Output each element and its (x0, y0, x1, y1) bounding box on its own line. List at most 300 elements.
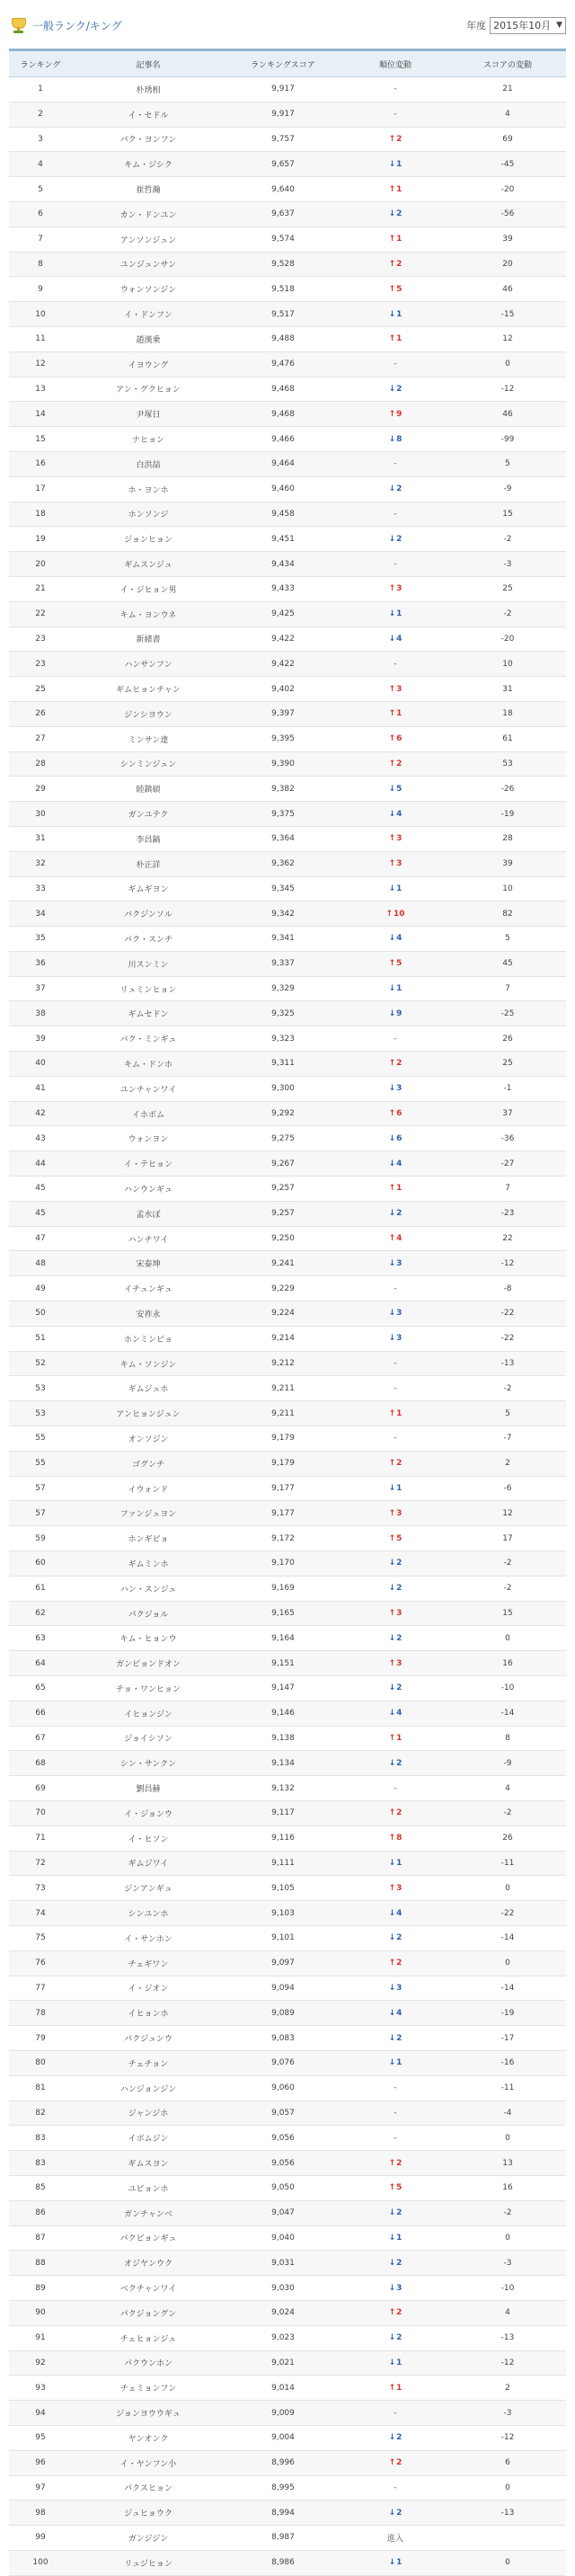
score-change: -13 (449, 2325, 566, 2350)
rank-change (341, 1776, 449, 1801)
arrow-up-icon: ↑ (388, 1883, 396, 1893)
arrow-up-icon: ↑ (388, 1508, 396, 1518)
player-name[interactable]: ウォンヨン (72, 1126, 225, 1151)
ranking-score: 9,451 (225, 527, 341, 552)
player-name[interactable]: ユビョンホ (72, 2175, 225, 2200)
table-row (9, 1651, 566, 1676)
arrow-down-icon: ↓ (388, 1633, 396, 1643)
score-change: -10 (449, 1676, 566, 1701)
rank-change-value: 2 (396, 2158, 402, 2168)
table-row (9, 1076, 566, 1101)
rank-change-value: 2 (396, 1683, 402, 1693)
player-name[interactable]: ハン・スンジュ (72, 1576, 225, 1601)
player-name[interactable]: ユンチャンワイ (72, 1076, 225, 1101)
arrow-down-icon: ↓ (388, 609, 396, 619)
player-name[interactable]: イ・セドル (72, 102, 225, 127)
player-name[interactable]: チェミョンフン (72, 2376, 225, 2401)
arrow-up-icon: ↑ (388, 1408, 396, 1418)
rank-change (341, 1526, 449, 1551)
arrow-up-icon: ↑ (388, 2308, 396, 2318)
player-name[interactable]: シン・サンクン (72, 1751, 225, 1776)
rank-change-value: 3 (396, 1983, 402, 1993)
player-name[interactable]: 川スンミン (72, 951, 225, 976)
rank-change (341, 1551, 449, 1577)
rank-cell: 22 (9, 601, 72, 626)
rank-change-value: 2 (396, 209, 402, 219)
player-name[interactable]: イ・ヒソン (72, 1825, 225, 1851)
rank-change (341, 552, 449, 577)
player-name[interactable]: 李昌鎬 (72, 826, 225, 851)
rank-change-value: 3 (396, 684, 402, 694)
table-row (9, 2050, 566, 2075)
rank-change (341, 1626, 449, 1651)
rank-cell: 93 (9, 2376, 72, 2401)
page-title[interactable]: 一般ランク/キング (32, 19, 122, 32)
player-name[interactable]: パクスヒョン (72, 2475, 225, 2500)
arrow-down-icon: ↓ (388, 209, 396, 219)
rank-change-indicator (389, 2384, 402, 2393)
score-change: 12 (449, 326, 566, 351)
rank-change-indicator (389, 1059, 402, 1068)
player-name[interactable]: ギムヒョンチャン (72, 677, 225, 702)
rank-change-value: 1 (396, 2358, 402, 2367)
player-name[interactable]: オンソジン (72, 1426, 225, 1452)
brand (9, 16, 121, 34)
player-name[interactable]: キム・ドンホ (72, 1052, 225, 1077)
rank-change-value: 2 (396, 1633, 402, 1643)
player-name[interactable]: ナヒョン (72, 427, 225, 452)
ranking-score: 9,267 (225, 1151, 341, 1177)
rank-cell: 6 (9, 201, 72, 227)
player-name[interactable]: イ・サンホン (72, 1925, 225, 1950)
arrow-down-icon: ↓ (388, 2208, 396, 2218)
table-row (9, 2526, 566, 2551)
ranking-score: 9,757 (225, 127, 341, 152)
table-row (9, 2200, 566, 2225)
rank-change (341, 2526, 449, 2551)
rank-cell: 25 (9, 677, 72, 702)
score-change: 5 (449, 451, 566, 476)
rank-cell: 13 (9, 377, 72, 402)
rank-cell: 68 (9, 1751, 72, 1776)
score-change: 21 (449, 77, 566, 102)
player-name[interactable]: パクジョングン (72, 2300, 225, 2325)
rank-change (341, 1326, 449, 1351)
player-name[interactable]: ホンミンピョ (72, 1326, 225, 1351)
rank-change-value: 10 (394, 909, 405, 919)
rank-change (341, 902, 449, 927)
rank-cell: 89 (9, 2276, 72, 2301)
table-row (9, 2550, 566, 2575)
player-name[interactable]: チェヒョンジュ (72, 2325, 225, 2350)
score-change: -2 (449, 1376, 566, 1401)
arrow-down-icon: ↓ (388, 2008, 396, 2018)
ranking-score: 9,101 (225, 1925, 341, 1950)
arrow-down-icon: ↓ (388, 634, 396, 644)
player-name[interactable]: カン・ドンユン (72, 201, 225, 227)
player-name[interactable]: ギムジワイ (72, 1851, 225, 1876)
player-name[interactable]: オジヤンウク (72, 2251, 225, 2276)
player-name[interactable]: アン・グクヒョン (72, 377, 225, 402)
rank-cell: 27 (9, 726, 72, 751)
score-change: 39 (449, 227, 566, 252)
ranking-score: 9,433 (225, 576, 341, 601)
player-name[interactable]: ジンシヨウン (72, 701, 225, 726)
rank-change (341, 626, 449, 652)
rank-change-value: 2 (396, 534, 402, 544)
player-name[interactable]: イ・ジョンウ (72, 1800, 225, 1825)
rank-change-indicator (389, 1634, 402, 1643)
ranking-score: 9,004 (225, 2425, 341, 2450)
score-change: 25 (449, 1052, 566, 1077)
table-row (9, 1326, 566, 1351)
rank-cell: 85 (9, 2175, 72, 2200)
player-name[interactable]: パク・ミンギュ (72, 1026, 225, 1052)
player-name[interactable]: イヒョンジン (72, 1701, 225, 1726)
player-name[interactable]: キム・ヨンウネ (72, 601, 225, 626)
rank-change-indicator (389, 1808, 402, 1817)
table-row (9, 1776, 566, 1801)
player-name[interactable]: ジョイシソン (72, 1726, 225, 1751)
arrow-down-icon: ↓ (388, 1933, 396, 1943)
table-row (9, 751, 566, 777)
ranking-score: 9,083 (225, 2026, 341, 2051)
player-name[interactable]: ハンジョンジン (72, 2075, 225, 2101)
rank-cell: 7 (9, 227, 72, 252)
rank-change (341, 802, 449, 827)
player-name[interactable]: ギムセドン (72, 1001, 225, 1026)
rank-change-indicator (389, 1459, 402, 1468)
player-name[interactable]: ホ・ヨンホ (72, 476, 225, 502)
player-name[interactable]: ジュヒョウク (72, 2500, 225, 2526)
arrow-down-icon: ↓ (388, 1008, 396, 1018)
rank-change (341, 726, 449, 751)
arrow-down-icon: ↓ (388, 934, 396, 944)
score-change: 15 (449, 502, 566, 527)
player-name[interactable]: 新緒書 (72, 626, 225, 652)
player-name[interactable]: パクジンソル (72, 902, 225, 927)
score-change: -3 (449, 2251, 566, 2276)
rank-cell: 79 (9, 2026, 72, 2051)
player-name[interactable]: チョ・ワンヒョン (72, 1676, 225, 1701)
rank-change-value: - (394, 2108, 397, 2118)
player-name[interactable]: イヨウング (72, 351, 225, 377)
rank-cell: 41 (9, 1076, 72, 1101)
player-name[interactable]: 睦鎮碩 (72, 777, 225, 802)
player-name[interactable]: ファンジュヨン (72, 1501, 225, 1526)
rank-cell: 29 (9, 777, 72, 802)
rank-change (341, 1701, 449, 1726)
score-change: -4 (449, 2101, 566, 2126)
player-name[interactable]: ガンチャンベ (72, 2200, 225, 2225)
rank-change (341, 2101, 449, 2126)
ranking-score: 9,105 (225, 1876, 341, 1901)
rank-change-indicator (389, 1584, 402, 1593)
ranking-score: 9,164 (225, 1626, 341, 1651)
score-change: -99 (449, 427, 566, 452)
player-name[interactable]: ホンソンジ (72, 502, 225, 527)
table-row (9, 1401, 566, 1426)
rank-change-indicator (389, 1484, 402, 1493)
score-change: -56 (449, 201, 566, 227)
ranking-score: 9,179 (225, 1451, 341, 1476)
table-row (9, 576, 566, 601)
ranking-score: 9,458 (225, 502, 341, 527)
player-name[interactable]: リュミンヒョン (72, 976, 225, 1001)
score-change: -3 (449, 2401, 566, 2426)
rank-change-indicator (389, 1534, 402, 1543)
player-name[interactable]: ホンギピョ (72, 1526, 225, 1551)
rank-change-value: - (394, 1434, 397, 1443)
player-name[interactable]: ジンアンギュ (72, 1876, 225, 1901)
year-label: 年度 (466, 20, 487, 31)
rank-change-value: - (394, 2483, 397, 2492)
ranking-score: 9,422 (225, 626, 341, 652)
rank-change (341, 2500, 449, 2526)
rank-change-value: 1 (396, 709, 402, 719)
rank-change-value: - (394, 1284, 397, 1293)
ranking-score: 9,518 (225, 277, 341, 302)
player-name[interactable]: 孟水ぼ (72, 1201, 225, 1226)
rank-cell: 61 (9, 1576, 72, 1601)
rank-change (341, 1052, 449, 1077)
player-name[interactable]: ガンビョンドオン (72, 1651, 225, 1676)
arrow-up-icon: ↑ (388, 734, 396, 744)
rank-change (341, 77, 449, 102)
player-name[interactable]: チェチョン (72, 2050, 225, 2075)
player-name[interactable]: パク・スンチ (72, 927, 225, 952)
table-row (9, 876, 566, 902)
player-name[interactable]: 朴琇相 (72, 77, 225, 102)
player-name[interactable]: ジョンヒョン (72, 527, 225, 552)
player-name[interactable]: アンソンジュン (72, 227, 225, 252)
table-row (9, 1551, 566, 1577)
player-name[interactable]: ジャンジホ (72, 2101, 225, 2126)
rank-change (341, 302, 449, 327)
player-name[interactable]: イ・ジオン (72, 1976, 225, 2001)
player-name[interactable]: ギムミンホ (72, 1551, 225, 1577)
rank-cell: 26 (9, 701, 72, 726)
arrow-up-icon: ↑ (388, 1658, 396, 1668)
ranking-score: 9,464 (225, 451, 341, 476)
score-change: -12 (449, 2425, 566, 2450)
player-name[interactable]: 宋泰坤 (72, 1251, 225, 1276)
score-change: -20 (449, 177, 566, 202)
player-name[interactable]: ウォンソンジン (72, 277, 225, 302)
player-name[interactable]: ハンウンギュ (72, 1177, 225, 1202)
ranking-score: 9,341 (225, 927, 341, 952)
rank-change-value: 1 (396, 1858, 402, 1868)
arrow-down-icon: ↓ (388, 1559, 396, 1568)
player-name[interactable]: ジョンヨウウギュ (72, 2401, 225, 2426)
rank-cell: 45 (9, 1177, 72, 1202)
player-name[interactable]: シンユンホ (72, 1901, 225, 1926)
rank-cell: 20 (9, 552, 72, 577)
rank-change-indicator (389, 260, 402, 269)
rank-change-value: - (394, 509, 397, 519)
rank-change-value: 3 (396, 1334, 402, 1344)
score-change: -22 (449, 1326, 566, 1351)
score-change: 22 (449, 1226, 566, 1251)
player-name[interactable]: キム・ヒョンウ (72, 1626, 225, 1651)
rank-change (341, 1351, 449, 1376)
player-name[interactable]: ハンサンフン (72, 652, 225, 677)
score-change: -36 (449, 1126, 566, 1151)
player-name[interactable]: パクジョル (72, 1601, 225, 1626)
ranking-score: 9,057 (225, 2101, 341, 2126)
ranking-score: 9,047 (225, 2200, 341, 2225)
score-change: -11 (449, 1851, 566, 1876)
player-name[interactable]: チェギワン (72, 1950, 225, 1976)
player-name[interactable]: イヒョンホ (72, 2001, 225, 2026)
ranking-score: 9,014 (225, 2376, 341, 2401)
rank-cell: 77 (9, 1976, 72, 2001)
player-name[interactable]: 崔哲瀚 (72, 177, 225, 202)
score-change: -2 (449, 1800, 566, 1825)
player-name[interactable]: 尹塚日 (72, 402, 225, 427)
rank-change-indicator (389, 135, 402, 144)
player-name[interactable]: 白洪喆 (72, 451, 225, 476)
ranking-score: 9,375 (225, 802, 341, 827)
player-name[interactable]: 朴正詳 (72, 851, 225, 876)
arrow-down-icon: ↓ (388, 2058, 396, 2068)
score-change: 31 (449, 677, 566, 702)
rank-cell: 74 (9, 1901, 72, 1926)
rank-change (341, 2001, 449, 2026)
rank-change-value: 2 (396, 2433, 402, 2443)
player-name[interactable]: イ・ドンフン (72, 302, 225, 327)
rank-change-value: 1 (396, 309, 402, 319)
player-name[interactable]: パクビョンギュ (72, 2225, 225, 2251)
player-name[interactable]: ガンユテク (72, 802, 225, 827)
ranking-score: 9,460 (225, 476, 341, 502)
rank-change-value: - (394, 1034, 397, 1044)
table-row (9, 302, 566, 327)
rank-cell: 11 (9, 326, 72, 351)
rank-change (341, 102, 449, 127)
player-name[interactable]: イウォンド (72, 1476, 225, 1501)
player-name[interactable]: リュジヒョン (72, 2550, 225, 2575)
ranking-score: 8,994 (225, 2500, 341, 2526)
table-row (9, 102, 566, 127)
rank-cell: 3 (9, 127, 72, 152)
player-name[interactable]: ギムギヨン (72, 876, 225, 902)
rank-cell: 33 (9, 876, 72, 902)
year-select[interactable] (490, 17, 566, 34)
player-name[interactable]: ハンチワイ (72, 1226, 225, 1251)
rank-change-indicator (389, 2333, 402, 2342)
score-change: -2 (449, 2200, 566, 2225)
rank-change-indicator (389, 2058, 402, 2067)
player-name[interactable]: イボムジン (72, 2126, 225, 2151)
player-name[interactable]: ゴグンチ (72, 1451, 225, 1476)
arrow-up-icon: ↑ (388, 2183, 396, 2193)
table-row (9, 1825, 566, 1851)
arrow-down-icon: ↓ (388, 809, 396, 819)
player-name[interactable]: シンミンジュン (72, 751, 225, 777)
score-change: -25 (449, 1001, 566, 1026)
player-name[interactable]: ミンサン達 (72, 726, 225, 751)
rank-change-indicator (389, 435, 402, 444)
rank-change-indicator (389, 609, 402, 618)
player-name[interactable]: イ・ジヒョン男 (72, 576, 225, 601)
table-row (9, 2126, 566, 2151)
rank-change-indicator (389, 2183, 402, 2192)
player-name[interactable]: イ・ヤンフン小 (72, 2450, 225, 2475)
rank-change-indicator (389, 1609, 402, 1618)
ranking-score: 9,146 (225, 1701, 341, 1726)
rank-cell: 95 (9, 2425, 72, 2450)
table-row (9, 1701, 566, 1726)
player-name[interactable]: パクジュンウ (72, 2026, 225, 2051)
score-change: 0 (449, 1950, 566, 1976)
rank-change (341, 851, 449, 876)
player-name[interactable]: ギムスヨン (72, 2151, 225, 2176)
rank-change-indicator (389, 1559, 402, 1568)
player-name[interactable]: イチュンギュ (72, 1276, 225, 1301)
table-row (9, 252, 566, 277)
rank-change-value: 8 (396, 434, 402, 444)
score-change: 4 (449, 2300, 566, 2325)
player-name[interactable]: イ・テヒョン (72, 1151, 225, 1177)
rank-change-value: 4 (396, 1709, 402, 1719)
ranking-score: 9,023 (225, 2325, 341, 2350)
rank-change (341, 1177, 449, 1202)
ranking-score: 8,987 (225, 2526, 341, 2551)
table-row (9, 2151, 566, 2176)
table-row (9, 127, 566, 152)
rank-change-value: 9 (396, 409, 402, 419)
player-name[interactable]: アンヒョンジュン (72, 1401, 225, 1426)
player-name[interactable]: 安祚永 (72, 1301, 225, 1327)
rank-change (341, 1076, 449, 1101)
rank-cell: 83 (9, 2126, 72, 2151)
player-name[interactable]: ギムジュホ (72, 1376, 225, 1401)
player-name[interactable]: キム・ジシク (72, 152, 225, 177)
player-name[interactable]: ヤンオンク (72, 2425, 225, 2450)
rank-cell: 16 (9, 451, 72, 476)
score-change: 46 (449, 277, 566, 302)
ranking-score: 9,292 (225, 1101, 341, 1126)
rank-change (341, 2450, 449, 2475)
player-name[interactable]: パク・ヨンフン (72, 127, 225, 152)
arrow-down-icon: ↓ (388, 2508, 396, 2518)
rank-change-value: 1 (396, 2058, 402, 2068)
player-name[interactable]: 劉昌赫 (72, 1776, 225, 1801)
player-name[interactable]: イホボム (72, 1101, 225, 1126)
rank-change-indicator (389, 1984, 402, 1993)
player-name[interactable]: ベクチャンワイ (72, 2276, 225, 2301)
rank-change (341, 1751, 449, 1776)
table-row (9, 677, 566, 702)
player-name[interactable]: ユンジュンサン (72, 252, 225, 277)
table-row (9, 1726, 566, 1751)
player-name[interactable]: ガンジジン (72, 2526, 225, 2551)
table-row (9, 1151, 566, 1177)
player-name[interactable]: キム・ソンジン (72, 1351, 225, 1376)
player-name[interactable]: ギムスンジュ (72, 552, 225, 577)
score-change: 53 (449, 751, 566, 777)
player-name[interactable]: 趙漢乗 (72, 326, 225, 351)
table-row (9, 1901, 566, 1926)
player-name[interactable]: パクウンホン (72, 2350, 225, 2376)
rank-change (341, 2401, 449, 2426)
rank-change-value: 6 (396, 734, 402, 744)
rank-cell: 53 (9, 1376, 72, 1401)
score-change: 12 (449, 1501, 566, 1526)
table-row (9, 1301, 566, 1327)
arrow-down-icon: ↓ (388, 2333, 396, 2343)
